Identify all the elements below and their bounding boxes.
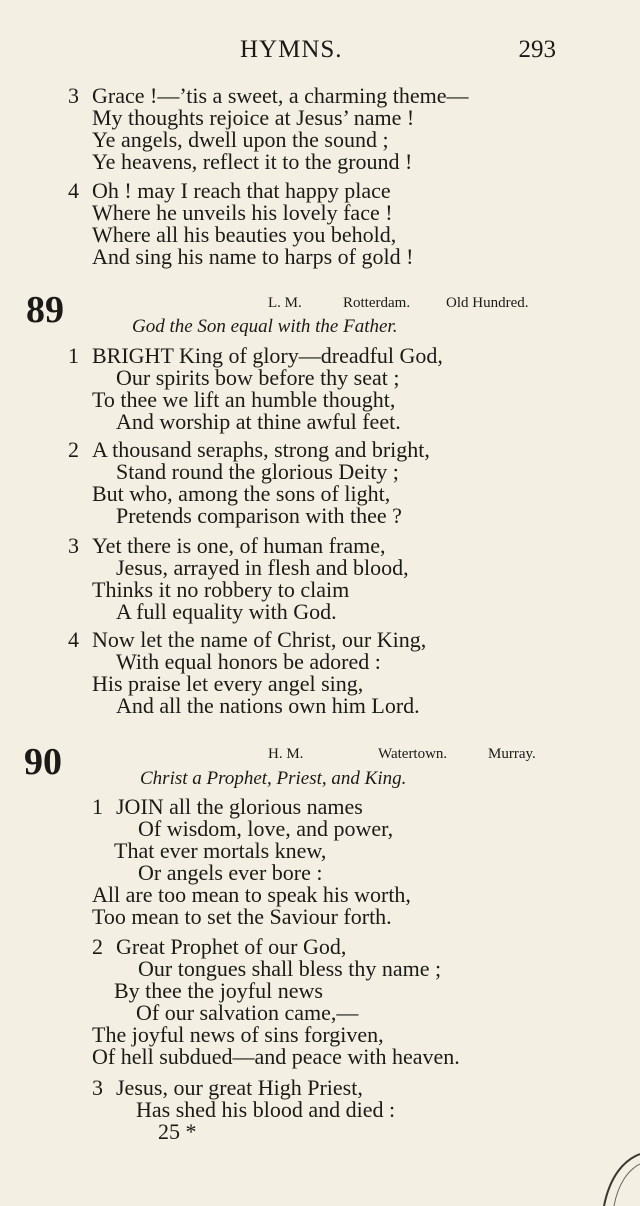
verse-line: Where all his beauties you behold, [92, 222, 397, 247]
hymn-number: 90 [24, 741, 62, 783]
verse-line: The joyful news of sins forgiven, [92, 1022, 384, 1047]
verse-line: Great Prophet of our God, [116, 934, 347, 959]
hymn-meter: L. M. [268, 295, 302, 311]
verse-line: Has shed his blood and died : [136, 1097, 396, 1122]
verse-line: BRIGHT King of glory—dreadful God, [92, 343, 443, 368]
verse-line: Or angels ever bore : [138, 860, 323, 885]
verse-line: Our spirits bow before thy seat ; [116, 365, 400, 390]
verse-line: Oh ! may I reach that happy place [92, 178, 391, 203]
verse-line: Thinks it no robbery to claim [92, 577, 350, 602]
verse-line: Grace !—’tis a sweet, a charming theme— [92, 83, 469, 108]
verse-line: A thousand seraphs, strong and bright, [92, 437, 430, 462]
verse-line: But who, among the sons of light, [92, 481, 391, 506]
stanza-number: 3 [92, 1075, 103, 1100]
hymn-subtitle: Christ a Prophet, Priest, and King. [140, 768, 407, 789]
verse-line: And all the nations own him Lord. [116, 693, 420, 718]
page-curl-decoration [596, 1146, 640, 1206]
tune-name: Watertown. [378, 746, 448, 762]
stanza-number: 1 [68, 343, 79, 368]
verse-line: Of hell subdued—and peace with heaven. [92, 1044, 460, 1069]
page-header [0, 36, 640, 68]
verse-line: Ye angels, dwell upon the sound ; [92, 127, 389, 152]
tune-name: Murray. [488, 746, 536, 762]
verse-line: Our tongues shall bless thy name ; [138, 956, 442, 981]
stanza-number: 1 [92, 794, 103, 819]
stanza-number: 2 [92, 934, 103, 959]
signature-mark: 25 * [158, 1119, 197, 1144]
verse-line: Yet there is one, of human frame, [92, 533, 386, 558]
stanza-number: 3 [68, 533, 79, 558]
stanza-number: 3 [68, 83, 79, 108]
verse-line: My thoughts rejoice at Jesus’ name ! [92, 105, 415, 130]
verse-line: To thee we lift an humble thought, [92, 387, 396, 412]
tune-name: Rotterdam. [343, 295, 411, 311]
verse-line: Where he unveils his lovely face ! [92, 200, 393, 225]
stanza-number: 2 [68, 437, 79, 462]
verse-line: Jesus, arrayed in flesh and blood, [116, 555, 409, 580]
verse-line: Jesus, our great High Priest, [116, 1075, 363, 1100]
verse-line: Of wisdom, love, and power, [138, 816, 394, 841]
stanza-number: 4 [68, 627, 79, 652]
hymn-subtitle: God the Son equal with the Father. [132, 316, 398, 337]
verse-line: Of our salvation came,— [136, 1000, 359, 1025]
verse-line: A full equality with God. [116, 599, 337, 624]
verse-line: Stand round the glorious Deity ; [116, 459, 399, 484]
tune-name: Old Hundred. [446, 295, 529, 311]
hymn-number: 89 [26, 289, 64, 331]
page-number: 293 [518, 36, 556, 63]
running-title: HYMNS. [240, 36, 343, 63]
verse-line: Pretends comparison with thee ? [116, 503, 402, 528]
verse-line: Now let the name of Christ, our King, [92, 627, 427, 652]
verse-line: And worship at thine awful feet. [116, 409, 401, 434]
verse-line: By thee the joyful news [114, 978, 323, 1003]
stanza-number: 4 [68, 178, 79, 203]
verse-line: With equal honors be adored : [116, 649, 381, 674]
verse-line: Too mean to set the Saviour forth. [92, 904, 392, 929]
verse-line: And sing his name to harps of gold ! [92, 244, 414, 269]
hymn-meter: H. M. [268, 746, 304, 762]
verse-line: That ever mortals knew, [114, 838, 327, 863]
verse-line: JOIN all the glorious names [116, 794, 363, 819]
verse-line: His praise let every angel sing, [92, 671, 364, 696]
verse-line: Ye heavens, reflect it to the ground ! [92, 149, 413, 174]
verse-line: All are too mean to speak his worth, [92, 882, 411, 907]
